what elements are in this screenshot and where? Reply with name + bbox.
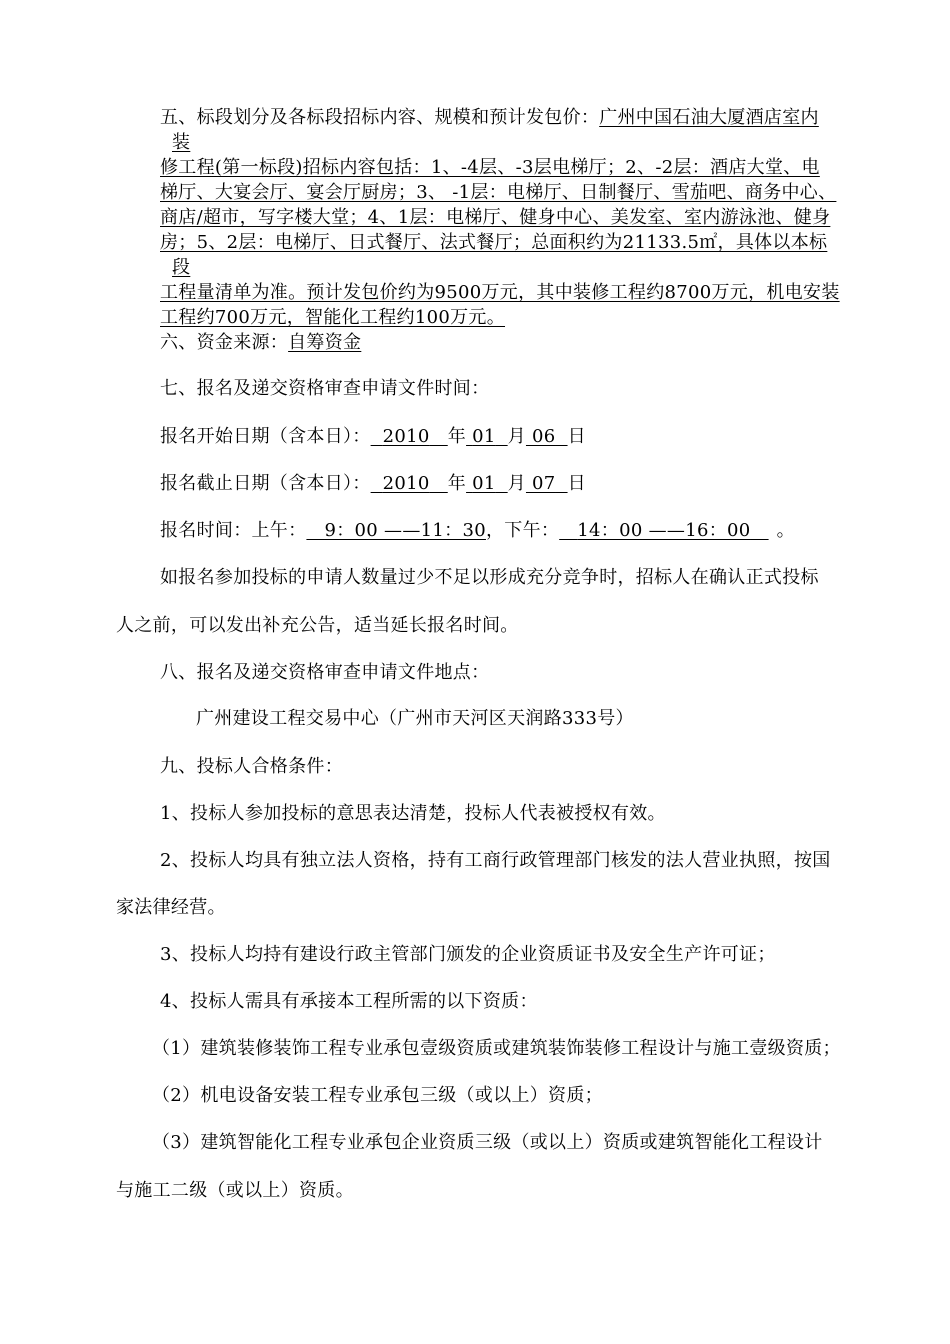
section6-funding (160, 332, 361, 354)
registration-start-date (160, 426, 586, 448)
section5-line-7: 段 (172, 257, 191, 278)
registration-time (160, 520, 795, 542)
year-unit: 年 (447, 426, 467, 447)
day-unit: 日 (567, 426, 586, 447)
qualification-3-line-2: 与施工二级（或以上）资质。 (116, 1180, 354, 1201)
section5-line-6: 房；5、2层：电梯厅、日式餐厅、法式餐厅；总面积约为21133.5㎡，具体以本标 (160, 232, 828, 253)
section7-heading: 七、报名及递交资格审查申请文件时间： (160, 378, 490, 399)
section5-line-8: 工程量清单为准。预计发包价约为9500万元，其中装修工程约8700万元，机电安装 (160, 282, 840, 303)
start-year: 2010 (382, 426, 430, 447)
month-unit: 月 (507, 426, 526, 447)
time-separator: ，下午： (485, 520, 560, 541)
qualification-2: （2）机电设备安装工程专业承包三级（或以上）资质； (152, 1085, 603, 1106)
condition-2-line-2: 家法律经营。 (116, 897, 226, 918)
extension-note-line-2: 人之前，可以发出补充公告，适当延长报名时间。 (116, 615, 519, 636)
section5-text: 广州中国石油大厦酒店室内 (599, 107, 819, 128)
funding-value: 自筹资金 (288, 332, 362, 353)
afternoon-time: 14：00 ——16：00 (577, 520, 751, 541)
section5-line-2: 装 (172, 132, 191, 153)
start-date-label: 报名开始日期（含本日）： (160, 426, 371, 447)
section5-line-4: 梯厅、大宴会厅、宴会厅厨房；3、 -1层：电梯厅、日制餐厅、雪茄吧、商务中心、 (160, 182, 837, 203)
registration-end-date (160, 473, 586, 495)
section5-line-5: 商店/超市，写字楼大堂；4、1层：电梯厅、健身中心、美发室、室内游泳池、健身 (160, 207, 831, 228)
condition-1: 1、投标人参加投标的意思表达清楚，投标人代表被授权有效。 (160, 803, 666, 824)
condition-4: 4、投标人需具有承接本工程所需的以下资质： (160, 991, 538, 1012)
section5-line-3: 修工程(第一标段)招标内容包括：1、-4层、-3层电梯厅；2、-2层：酒店大堂、电 (160, 157, 820, 178)
section9-heading: 九、投标人合格条件： (160, 756, 343, 777)
qualification-1: （1）建筑装修装饰工程专业承包壹级资质或建筑装饰装修工程设计与施工壹级资质； (152, 1038, 841, 1059)
section5-line-1 (160, 107, 819, 129)
section8-heading: 八、报名及递交资格审查申请文件地点： (160, 662, 490, 683)
extension-note-line-1: 如报名参加投标的申请人数量过少不足以形成充分竞争时，招标人在确认正式投标 (160, 567, 819, 588)
end-day: 07 (532, 473, 556, 494)
section5-line-9: 工程约700万元，智能化工程约100万元。 (160, 307, 506, 328)
day-unit: 日 (567, 473, 586, 494)
start-month: 01 (472, 426, 496, 447)
month-unit: 月 (507, 473, 526, 494)
funding-label: 六、资金来源： (160, 332, 289, 353)
time-label: 报名时间：上午： (160, 520, 307, 541)
morning-time: 9：00 ——11：30 (324, 520, 486, 541)
qualification-3-line-1: （3）建筑智能化工程专业承包企业资质三级（或以上）资质或建筑智能化工程设计 (152, 1132, 823, 1153)
time-end-mark: 。 (776, 520, 795, 541)
condition-3: 3、投标人均持有建设行政主管部门颁发的企业资质证书及安全生产许可证； (160, 944, 776, 965)
condition-2-line-1: 2、投标人均具有独立法人资格，持有工商行政管理部门核发的法人营业执照，按国 (160, 850, 831, 871)
end-year: 2010 (382, 473, 430, 494)
end-date-label: 报名截止日期（含本日）： (160, 473, 371, 494)
year-unit: 年 (447, 473, 467, 494)
start-day: 06 (532, 426, 556, 447)
section5-heading: 五、标段划分及各标段招标内容、规模和预计发包价： (160, 107, 600, 128)
venue-address: 广州建设工程交易中心（广州市天河区天润路333号） (196, 708, 634, 729)
end-month: 01 (472, 473, 496, 494)
